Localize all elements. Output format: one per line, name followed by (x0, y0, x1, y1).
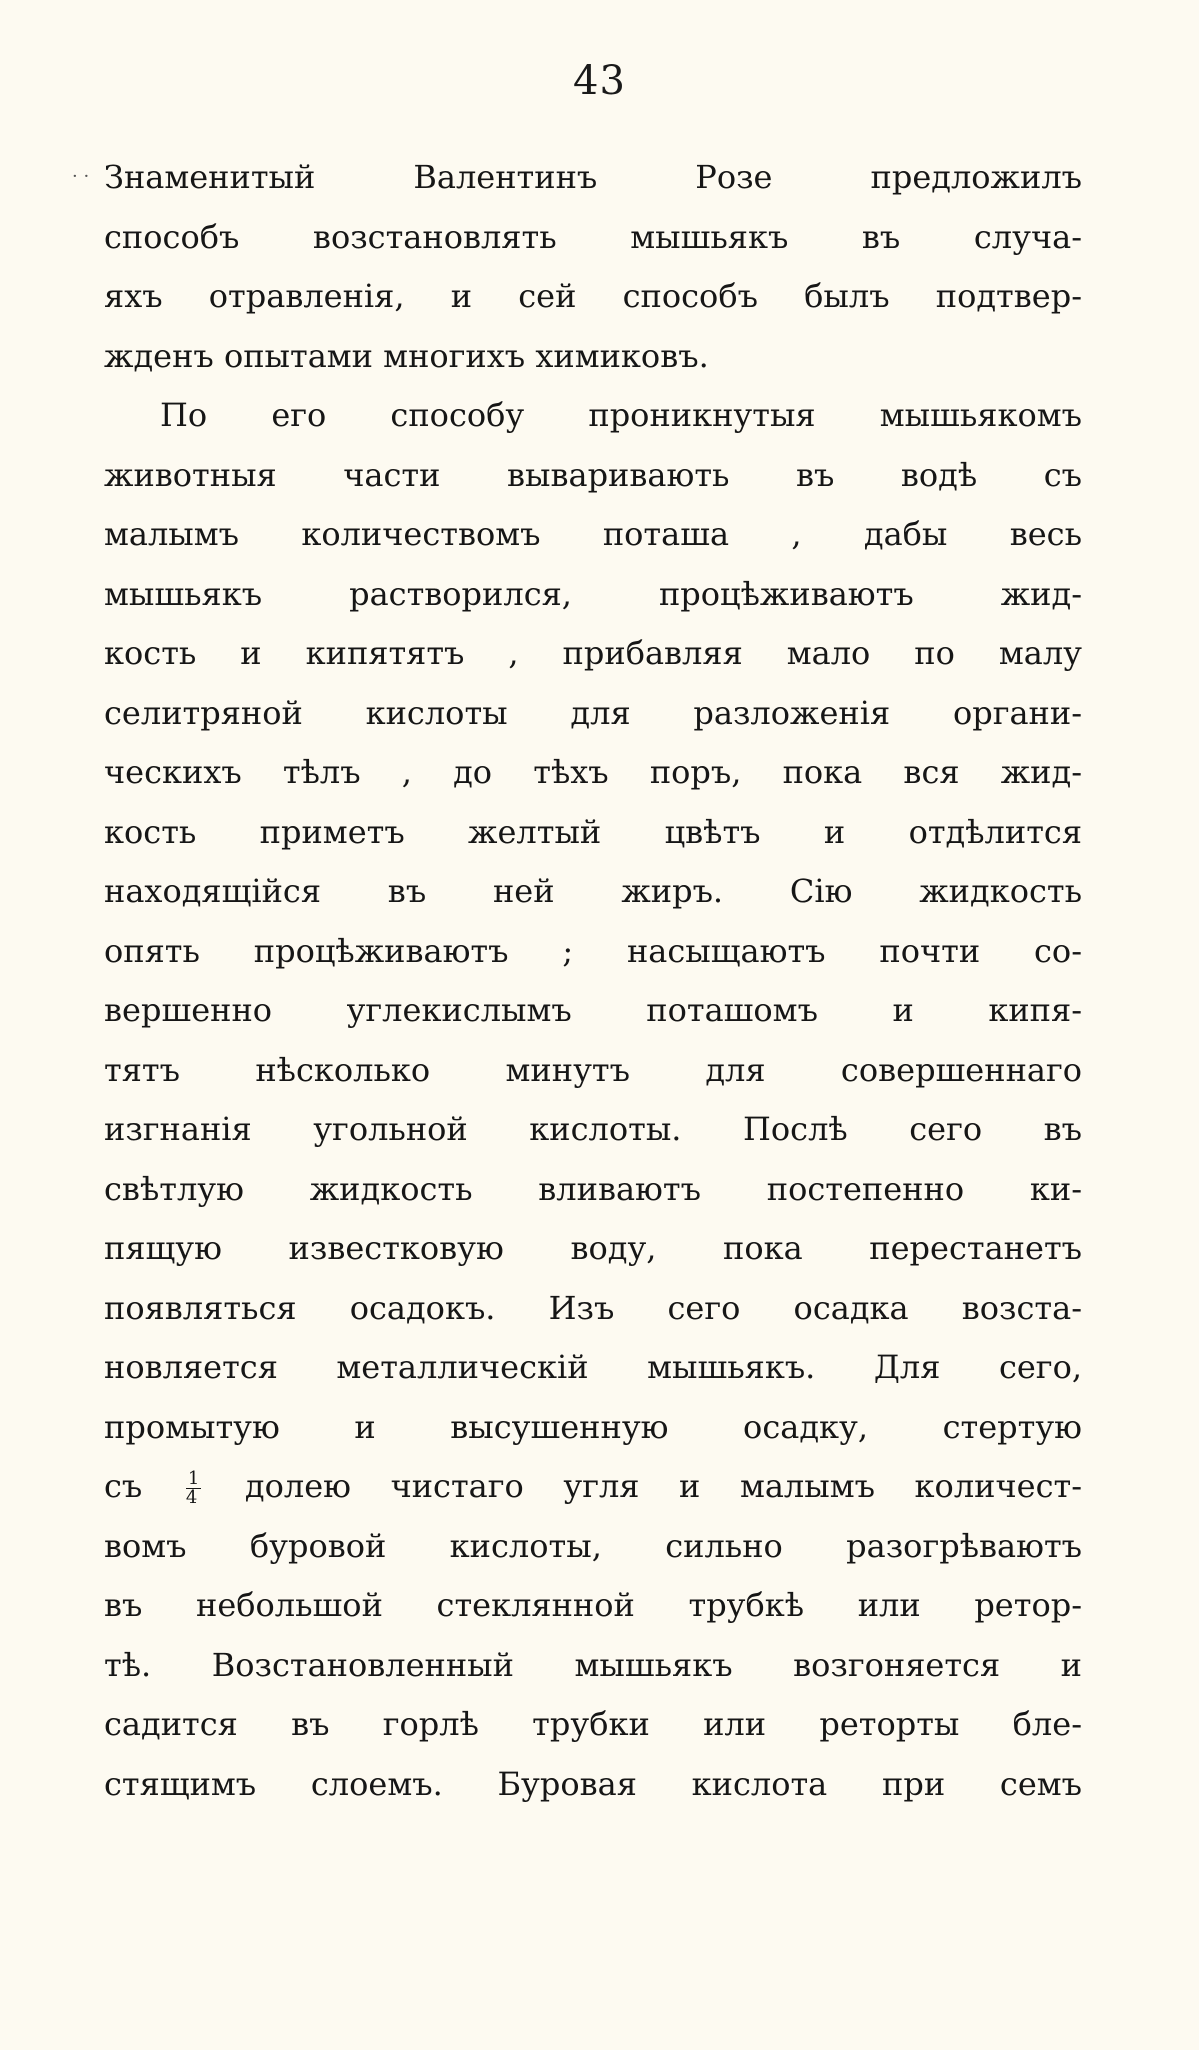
text-line: изгнанія угольной кислоты. Послѣ сего въ (104, 1110, 1082, 1148)
text-line: По его способу проникнутыя мышьякомъ (160, 396, 1082, 434)
text-line-with-fraction (104, 1457, 1082, 1517)
text-line: опять процѣживаютъ ; насыщаютъ почти со- (104, 931, 1082, 970)
text-line: яхъ отравленія, и сей способъ былъ подтвер- (104, 277, 1082, 315)
text-line: мышьякъ растворился, процѣживаютъ жид- (104, 574, 1082, 613)
line-rest: долею чистаго угля и малымъ количест- (244, 1467, 1082, 1505)
text-line: тѣ. Возстановленный мышьякъ возгоняется и (104, 1645, 1082, 1684)
text-line: ческихъ тѣлъ , до тѣхъ поръ, пока вся жид- (104, 753, 1082, 791)
text-line: кость и кипятятъ , прибавляя мало по малу (104, 634, 1082, 672)
text-line: Знаменитый Валентинъ Розе предложилъ (104, 158, 1082, 196)
text-line: свѣтлую жидкость вливаютъ постепенно ки- (104, 1169, 1082, 1208)
text-line: селитряной кислоты для разложенія органи- (104, 693, 1082, 732)
fraction-numerator: 1 (187, 1468, 200, 1489)
body-text (104, 148, 1082, 1814)
text-line: способъ возстановлять мышьякъ въ случа- (104, 217, 1082, 256)
text-line: вомъ буровой кислоты, сильно разогрѣваютъ (104, 1526, 1082, 1565)
text-line: новляется металлическій мышьякъ. Для сего, (104, 1348, 1082, 1386)
text-line: жденъ опытами многихъ химиковъ. (104, 336, 709, 375)
text-line: стящимъ слоемъ. Буровая кислота при семъ (104, 1764, 1082, 1803)
margin-mark: · · (72, 166, 90, 187)
text-line: кость приметъ желтый цвѣтъ и отдѣлится (104, 812, 1082, 851)
text-line: животныя части вываривають въ водѣ съ (104, 455, 1082, 494)
text-line: вершенно углекислымъ поташомъ и кипя- (104, 991, 1082, 1029)
text-line: садится въ горлѣ трубки или реторты бле- (104, 1705, 1082, 1743)
text-line: находящійся въ ней жиръ. Сію жидкость (104, 872, 1082, 910)
text-line: появляться осадокъ. Изъ сего осадка возста- (104, 1288, 1082, 1327)
fraction (186, 1470, 201, 1507)
text-line: промытую и высушенную осадку, стертую (104, 1407, 1082, 1446)
text-line: пящую известковую воду, пока перестанетъ (104, 1229, 1082, 1267)
text-line: малымъ количествомъ поташа , дабы весь (104, 515, 1082, 553)
line-prefix: съ (104, 1467, 143, 1505)
text-line: въ небольшой стеклянной трубкѣ или ретор- (104, 1586, 1082, 1624)
fraction-denominator: 4 (185, 1487, 198, 1508)
page-number: 43 (573, 58, 626, 104)
text-line: тятъ нѣсколько минутъ для совершеннаго (104, 1050, 1082, 1089)
